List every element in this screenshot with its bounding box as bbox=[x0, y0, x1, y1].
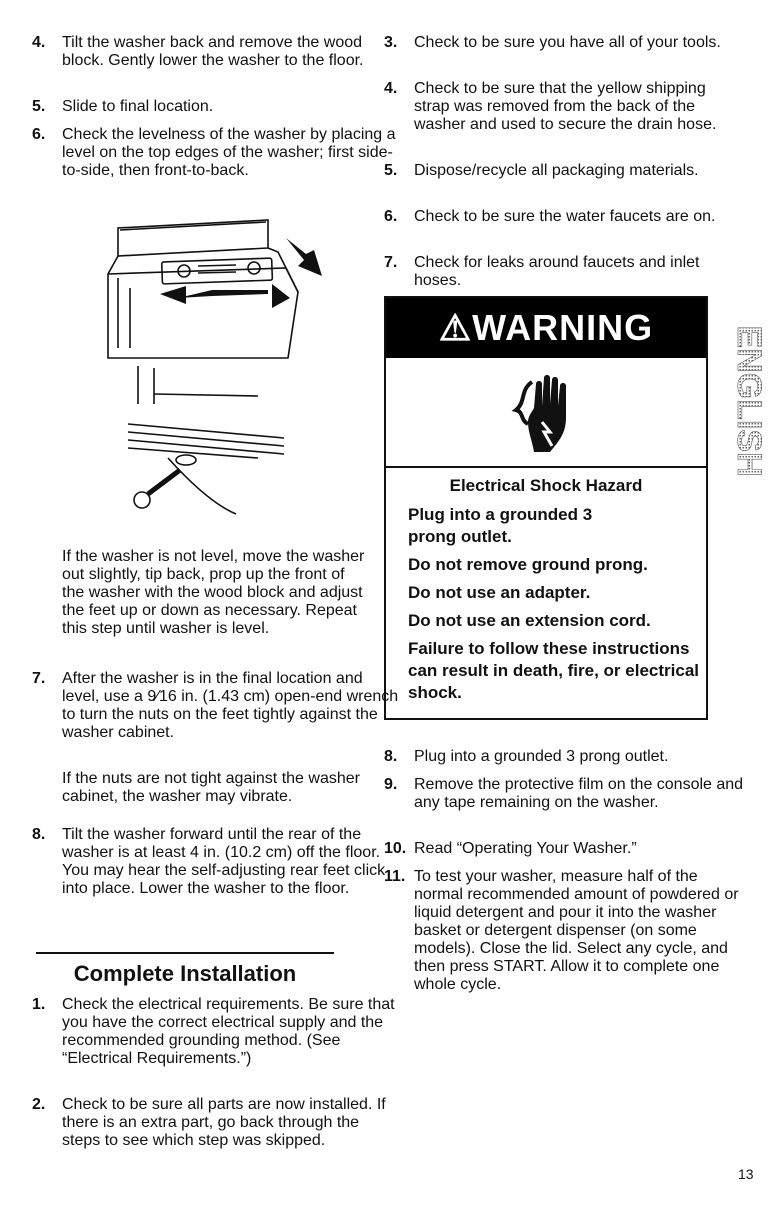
step-text: Slide to final location. bbox=[62, 98, 214, 115]
step-number: 2. bbox=[32, 1096, 46, 1113]
warning-instructions bbox=[408, 504, 704, 710]
complete-step-4 bbox=[384, 80, 744, 134]
step-text: Read “Operating Your Washer.” bbox=[414, 840, 637, 857]
warning-header bbox=[386, 298, 706, 358]
final-step-9 bbox=[384, 776, 744, 812]
step-text: Check to be sure all parts are now installed. If there is an extra part, go back through the steps to see which step was skipped. bbox=[62, 1096, 386, 1149]
section-title: Complete Installation bbox=[73, 961, 297, 986]
step-number: 1. bbox=[32, 996, 46, 1013]
warning-label: WARNING bbox=[472, 307, 654, 348]
step-number: 6. bbox=[32, 126, 46, 143]
hazard-title: Electrical Shock Hazard bbox=[449, 476, 643, 495]
step-number: 5. bbox=[384, 162, 398, 179]
step-number: 8. bbox=[32, 826, 46, 843]
step-text: Check to be sure the water faucets are on. bbox=[414, 208, 716, 225]
step-4 bbox=[32, 34, 400, 70]
side-tab-label: ENGLISH bbox=[730, 325, 769, 477]
step-number: 5. bbox=[32, 98, 46, 115]
step-text: To test your washer, measure half of the normal recommended amount of powdered or liquid detergent and pour it into the washer basket or detergent dispenser (on some models). Close the lid. Select any cycle, and then press START. Allow it to complete one whole cycle. bbox=[414, 868, 739, 993]
step-number: 9. bbox=[384, 776, 398, 793]
warning-line: Do not remove ground prong. bbox=[408, 555, 648, 574]
complete-step-5 bbox=[384, 162, 744, 180]
step-text: Check the electrical requirements. Be sure that you have the correct electrical supply and the recommended grounding method. (See “Electrical Requirements.”) bbox=[62, 996, 395, 1067]
complete-step-6 bbox=[384, 208, 744, 226]
step-number: 11. bbox=[384, 868, 406, 885]
warning-line: Plug into a grounded 3 prong outlet. bbox=[408, 505, 593, 546]
step-7 bbox=[32, 670, 400, 742]
complete-step-2 bbox=[32, 1096, 400, 1150]
language-side-tab bbox=[730, 308, 769, 494]
step-text: Dispose/recycle all packaging materials. bbox=[414, 162, 699, 179]
step-5 bbox=[32, 98, 400, 116]
warning-line: Do not use an extension cord. bbox=[408, 611, 651, 630]
step-text: Check to be sure you have all of your tools. bbox=[414, 34, 721, 51]
warning-box bbox=[384, 296, 708, 720]
section-divider bbox=[36, 952, 334, 954]
final-step-8 bbox=[384, 748, 744, 766]
step-text: Tilt the washer back and remove the wood block. Gently lower the washer to the floor. bbox=[62, 34, 364, 69]
final-step-11 bbox=[384, 868, 744, 994]
step-text: Tilt the washer forward until the rear of the washer is at least 4 in. (10.2 cm) off the floor. You may hear the self-adjusting rear feet click into place. Lower the washer to the floor. bbox=[62, 826, 386, 897]
step-8 bbox=[32, 826, 400, 898]
final-step-10 bbox=[384, 840, 744, 858]
nuts-note: If the nuts are not tight against the washer cabinet, the washer may vibrate. bbox=[62, 770, 360, 805]
step-number: 3. bbox=[384, 34, 398, 51]
step-text: Plug into a grounded 3 prong outlet. bbox=[414, 748, 669, 765]
warning-triangle-icon: ⚠ bbox=[438, 307, 473, 348]
step-text: Check for leaks around faucets and inlet hoses. bbox=[414, 254, 700, 289]
step-text: Check to be sure that the yellow shipping strap was removed from the back of the washer and used to secure the drain hose. bbox=[414, 80, 717, 133]
step-number: 4. bbox=[384, 80, 398, 97]
warning-line: Failure to follow these instructions can result in death, fire, or electrical shock. bbox=[408, 639, 699, 702]
warning-line: Do not use an adapter. bbox=[408, 583, 591, 602]
step-number: 7. bbox=[384, 254, 398, 271]
step-text: After the washer is in the final location and level, use a 9⁄16 in. (1.43 cm) open-end wrench to turn the nuts on the feet tightly against the washer cabinet. bbox=[62, 670, 399, 741]
washer-leveling-illustration bbox=[108, 208, 348, 538]
step-number: 6. bbox=[384, 208, 398, 225]
level-note: If the washer is not level, move the washer out slightly, tip back, prop up the front of the washer with the wood block and adjust the feet up or down as necessary. Repeat this step until washer is level. bbox=[62, 548, 365, 637]
page-number: 13 bbox=[738, 1166, 754, 1182]
step-number: 8. bbox=[384, 748, 398, 765]
electrical-shock-hand-icon bbox=[506, 368, 588, 456]
step-number: 10. bbox=[384, 840, 407, 857]
step-text: Remove the protective film on the console and any tape remaining on the washer. bbox=[414, 776, 744, 811]
complete-step-7 bbox=[384, 254, 744, 290]
step-6 bbox=[32, 126, 400, 180]
complete-step-3 bbox=[384, 34, 744, 52]
warning-separator bbox=[386, 466, 706, 468]
step-text: Check the levelness of the washer by placing a level on the top edges of the washer; first side-to-side, then front-to-back. bbox=[62, 126, 396, 179]
step-number: 7. bbox=[32, 670, 46, 687]
step-number: 4. bbox=[32, 34, 46, 51]
complete-step-1 bbox=[32, 996, 400, 1068]
